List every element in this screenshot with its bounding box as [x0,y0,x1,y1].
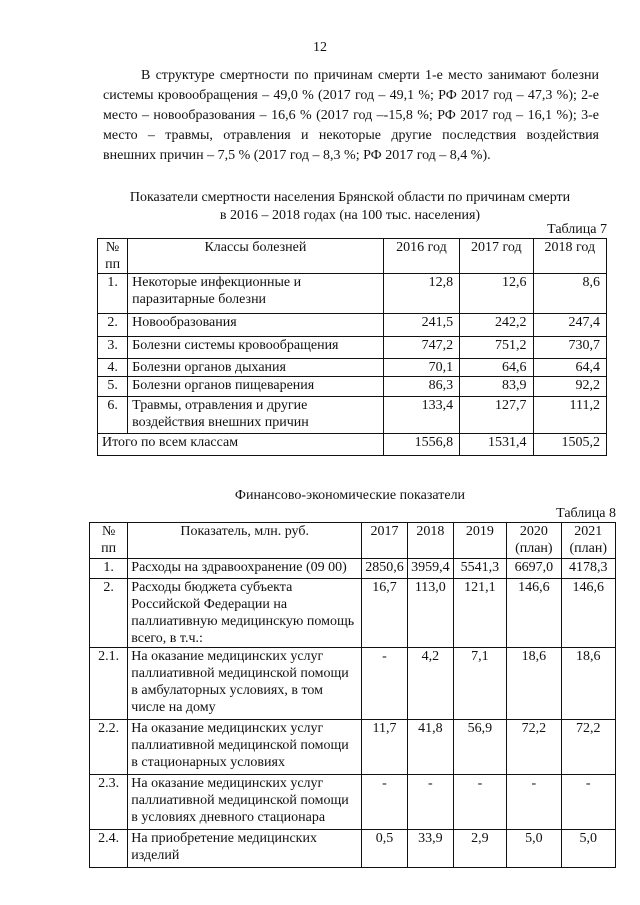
table-total-row [98,434,607,456]
cell-value: - [453,775,506,830]
table7-caption-line1: Показатели смертности населения Брянской области по причинам смерти [129,190,571,205]
row-number: 1. [98,274,128,314]
cell-value: 64,4 [533,359,606,377]
cell-value: 3959,4 [407,559,453,579]
cell-value: 92,2 [533,377,606,397]
row-number: 2.1. [90,648,128,720]
cell-value: - [507,775,561,830]
row-label: Расходы на здравоохранение (09 00) [128,559,362,579]
table-row [98,359,607,377]
row-label: На приобретение медицинских изделий [128,830,362,868]
cell-value: 2,9 [453,830,506,868]
cell-value: - [362,648,408,720]
cell-value: 146,6 [507,579,561,648]
row-number: 5. [98,377,128,397]
header-cell: 2018 [407,523,453,559]
table8-label: Таблица 8 [556,506,616,521]
cell-value: 1531,4 [460,434,533,456]
cell-value: 86,3 [383,377,459,397]
row-label: Болезни органов дыхания [128,359,384,377]
row-label: Некоторые инфекционные и паразитарные болезни [128,274,384,314]
cell-value: 5,0 [561,830,615,868]
cell-value: 751,2 [460,337,533,359]
header-cell: 2020 (план) [507,523,561,559]
header-cell: 2019 [453,523,506,559]
row-label: Болезни системы кровообращения [128,337,384,359]
row-number: 2.2. [90,720,128,775]
cell-value: 72,2 [561,720,615,775]
cell-value: 64,6 [460,359,533,377]
cell-value: 72,2 [507,720,561,775]
row-number: 3. [98,337,128,359]
cell-value: - [362,775,408,830]
cell-value: 5541,3 [453,559,506,579]
cell-value: 7,1 [453,648,506,720]
row-label: Болезни органов пищеварения [128,377,384,397]
cell-value: 56,9 [453,720,506,775]
table-row [90,830,616,868]
table-row [98,337,607,359]
cell-value: 83,9 [460,377,533,397]
row-label: Новообразования [128,314,384,337]
row-label: На оказание медицинских услуг паллиативной медицинской помощи в амбулаторных условиях, в том числе на дому [128,648,362,720]
header-cell: 2016 год [383,239,459,274]
cell-value: 113,0 [407,579,453,648]
cell-value: 5,0 [507,830,561,868]
header-cell: Классы болезней [128,239,384,274]
row-label: На оказание медицинских услуг паллиативной медицинской помощи в стационарных условиях [128,720,362,775]
cell-value: 4178,3 [561,559,615,579]
cell-value: - [407,775,453,830]
table7-label: Таблица 7 [547,222,607,237]
table-row [90,775,616,830]
cell-value: 747,2 [383,337,459,359]
table-row [98,314,607,337]
cell-value: 4,2 [407,648,453,720]
cell-value: 11,7 [362,720,408,775]
cell-value: 70,1 [383,359,459,377]
header-cell: № пп [98,239,128,274]
cell-value: - [561,775,615,830]
cell-value: 121,1 [453,579,506,648]
table7-caption-line2: в 2016 – 2018 годах (на 100 тыс. населения) [219,208,481,223]
cell-value: 41,8 [407,720,453,775]
page-number: 12 [313,40,327,55]
cell-value: 2850,6 [362,559,408,579]
header-cell: № пп [90,523,128,559]
row-label: Расходы бюджета субъекта Российской Федерации на паллиативную медицинскую помощь всего, в т.ч.: [128,579,362,648]
cell-value: 16,7 [362,579,408,648]
cell-value: 242,2 [460,314,533,337]
row-number: 2.3. [90,775,128,830]
cell-value: 1556,8 [383,434,459,456]
finance-table [89,522,616,868]
cell-value: 127,7 [460,397,533,434]
cell-value: 6697,0 [507,559,561,579]
header-cell: 2018 год [533,239,606,274]
cell-value: 146,6 [561,579,615,648]
row-number: 4. [98,359,128,377]
header-cell: Показатель, млн. руб. [128,523,362,559]
cell-value: 1505,2 [533,434,606,456]
table-row [98,274,607,314]
header-cell: 2021 (план) [561,523,615,559]
cell-value: 33,9 [407,830,453,868]
cell-value: 247,4 [533,314,606,337]
table-row [98,377,607,397]
header-cell: 2017 [362,523,408,559]
body-paragraph: В структуре смертности по причинам смерти 1-е место занимают болезни системы кровообращения – 49,0 % (2017 год – 49,1 %; РФ 2017 год – 47,3 %); 2-е место – новообразования – 16,6 % (2017 год –-15,8 %; РФ 2017 год – 16,1 %); 3-е место – травмы, отравления и некоторые другие последствия воздействия внешних причин – 7,5 % (2017 год – 8,3 %; РФ 2017 год – 8,4 %). [103,68,599,163]
row-number: 2. [98,314,128,337]
table-header-row [98,239,607,274]
table-row [90,720,616,775]
table-row [98,397,607,434]
cell-value: 730,7 [533,337,606,359]
cell-value: 18,6 [507,648,561,720]
table-row [90,559,616,579]
row-number: 2.4. [90,830,128,868]
header-cell: 2017 год [460,239,533,274]
cell-value: 0,5 [362,830,408,868]
row-number: 6. [98,397,128,434]
table-row [90,648,616,720]
cell-value: 241,5 [383,314,459,337]
cell-value: 133,4 [383,397,459,434]
cell-value: 8,6 [533,274,606,314]
mortality-table [97,238,607,456]
cell-value: 12,6 [460,274,533,314]
total-label: Итого по всем классам [98,434,384,456]
row-number: 1. [90,559,128,579]
cell-value: 18,6 [561,648,615,720]
row-label: На оказание медицинских услуг паллиативной медицинской помощи в условиях дневного стационара [128,775,362,830]
row-number: 2. [90,579,128,648]
table-header-row [90,523,616,559]
cell-value: 12,8 [383,274,459,314]
row-label: Травмы, отравления и другие воздействия внешних причин [128,397,384,434]
table-row [90,579,616,648]
table8-caption: Финансово-экономические показатели [234,488,466,503]
cell-value: 111,2 [533,397,606,434]
